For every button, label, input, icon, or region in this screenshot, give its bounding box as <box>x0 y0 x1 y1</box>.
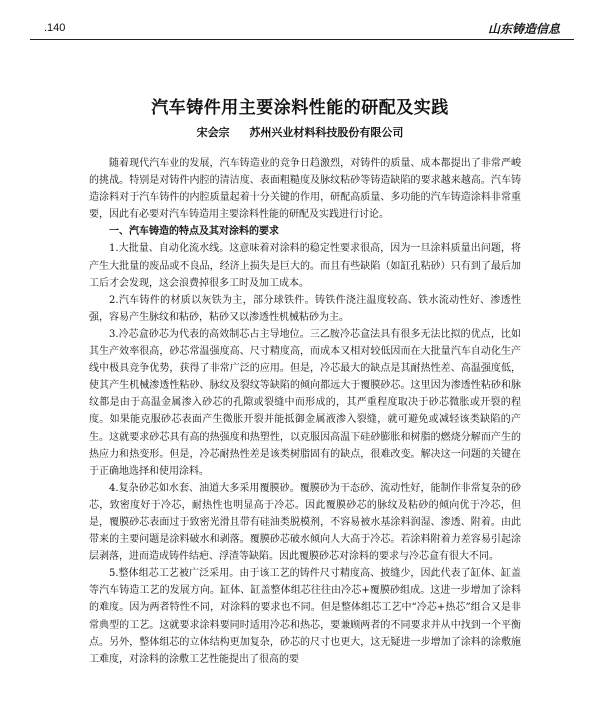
list-item-5: 5.整体组芯工艺被广泛采用。由于该工艺的铸件尺寸精度高、披缝少，因此代表了缸体、缸盖等汽车铸造工艺的发展方向。缸体、缸盖整体组芯往往由冷芯+覆膜砂组成。这进一步增加了涂料的难度。因为两者特性不同，对涂料的要求也不同。但是整体组芯工艺中“冷芯+热芯”组合又是非常典型的工艺。这就要求涂料要同时适用冷芯和热芯，要兼顾两者的不同要求并从中找到一个平衡点。另外，整体组芯的立体结构更加复杂，砂芯的尺寸也更大，这无疑进一步增加了涂料的涂敷施工难度，对涂料的涂敷工艺性能提出了很高的要 <box>89 568 521 665</box>
list-item-1: 1.大批量、自动化流水线。这意味着对涂料的稳定性要求很高，因为一旦涂料质量出问题，将产生大批量的废品或不良品，经济上损失是巨大的。而且有些缺陷（如缸孔粘砂）只有到了最后加工后才会发现，这会浪费掉很多工时及加工成本。 <box>89 243 521 289</box>
header-rule <box>30 39 574 40</box>
article-title: 汽车铸件用主要涂料性能的研配及实践 <box>151 98 449 118</box>
page-number: .140 <box>44 22 66 34</box>
list-item-2: 2.汽车铸件的材质以灰铁为主，部分球铁件。铸铁件浇注温度较高、铁水流动性好、渗透性强，容易产生脉纹和粘砂，粘砂又以渗透性机械粘砂为主。 <box>89 294 521 323</box>
intro-paragraph: 随着现代汽车业的发展，汽车铸造业的竞争日趋激烈，对铸件的质量、成本都提出了非常严峻的挑战。特别是对铸件内腔的清洁度、表面粗糙度及脉纹粘砂等铸造缺陷的要求越来越高。汽车铸造涂料对于汽车铸件的内腔质量起着十分关键的作用，研配高质量、多功能的汽车铸造涂料非常重要，因此有必要对汽车铸造用主要涂料性能的研配及实践进行讨论。 <box>89 158 521 221</box>
journal-name: 山东铸造信息 <box>487 22 560 36</box>
list-item-4: 4.复杂砂芯如水套、油道大多采用覆膜砂。覆膜砂为干态砂、流动性好，能制作非常复杂的砂芯，致密度好于冷芯，耐热性也明显高于冷芯。因此覆膜砂芯的脉纹及粘砂的倾向优于冷芯，但是，覆膜砂芯表面过于致密光滑且带有硅油类脱模剂，不容易被水基涂料润湿、渗透、附着。由此带来的主要问题是涂料破水和剥落。覆膜砂芯破水倾向人大高于冷芯。若涂料附着力差容易引起涂层剥落，进而造成铸件结疤、浮渣等缺陷。因此覆膜砂芯对涂料的要求与冷芯盒有很大不同。 <box>89 482 521 563</box>
byline <box>0 124 600 140</box>
article-body <box>89 152 521 668</box>
section-heading: 一、汽车铸造的特点及其对涂料的要求 <box>109 226 279 238</box>
author-name: 宋会宗 <box>196 126 230 139</box>
list-item-3: 3.冷芯盒砂芯为代表的高效制芯占主导地位。三乙胺冷芯盒法具有很多无法比拟的优点，比如其生产效率很高，砂芯常温强度高、尺寸精度高，而成本又相对较低因而在大批量汽车自动化生产线中极具竞争优势，获得了非常广泛的应用。但是，冷芯最大的缺点是其耐热性差、高温强度低，使其产生机械渗透性粘砂、脉纹及裂纹等缺陷的倾向都远大于覆膜砂芯。这里因为渗透性粘砂和脉纹都是由于高温金属渗入砂芯的孔隙或裂缝中而形成的，其严重程度取决于砂芯微胀或开裂的程度。如果能克服砂芯表面产生微胀开裂并能抵御金属液渗入裂缝，就可避免或减轻该类缺陷的产生。这就要求砂芯具有高的热强度和热塑性，以克服因高温下硅砂膨胀和树脂的燃烧分解而产生的热应力和热变形。但是，冷芯耐热性差是该类树脂固有的缺点，很难改变。解决这一问题的关键在于正确地选择和使用涂料。 <box>89 328 521 477</box>
author-affiliation: 苏州兴业材料科技股份有限公司 <box>249 126 404 139</box>
